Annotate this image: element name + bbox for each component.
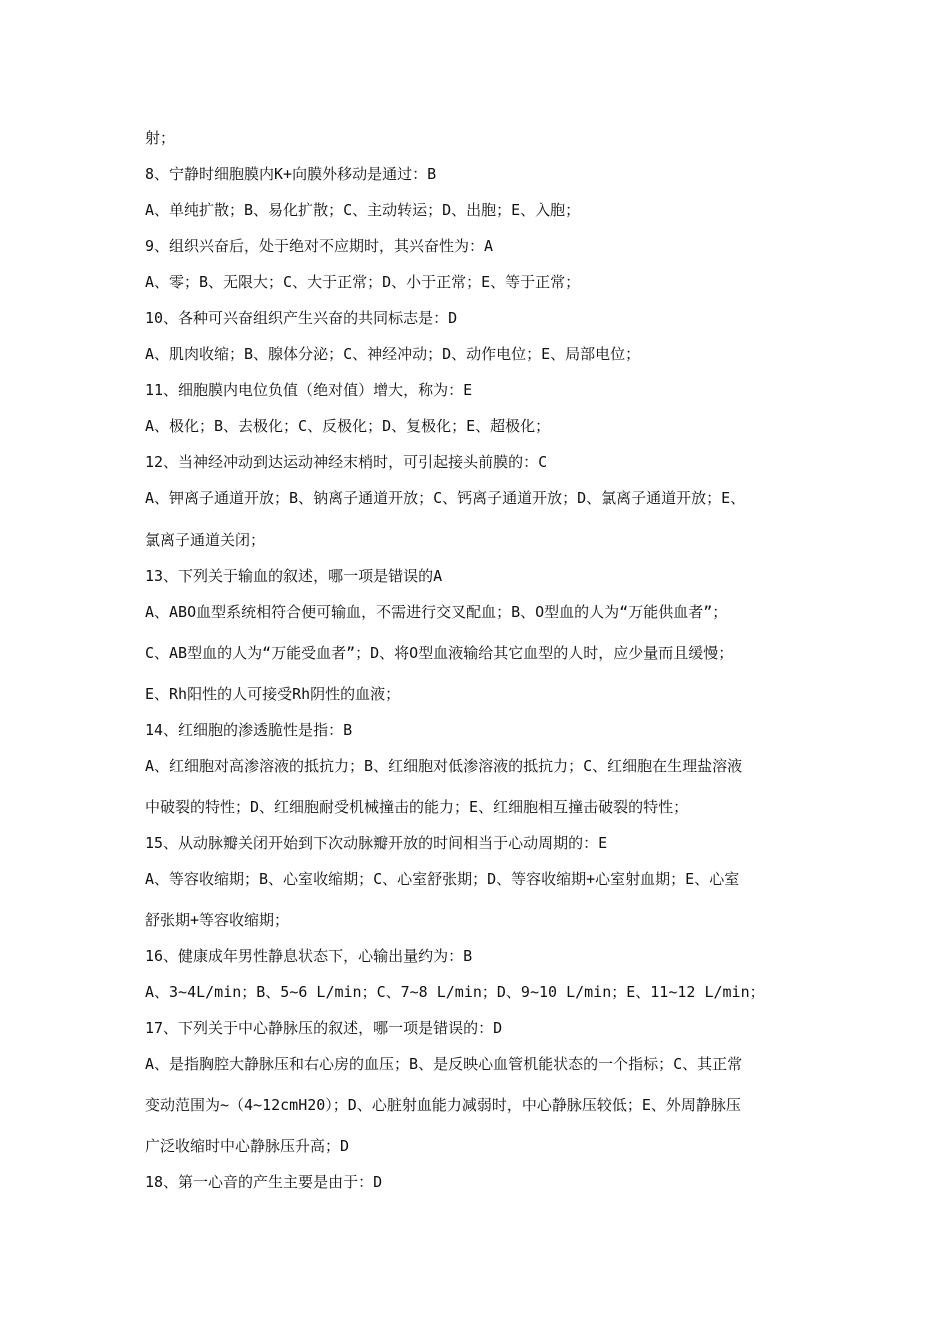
options-line: A、单纯扩散；B、易化扩散；C、主动转运；D、出胞；E、入胞； [145,201,581,219]
options-line: A、ABO血型系统相符合便可输血，不需进行交叉配血；B、O型血的人为“万能供血者”； [145,603,728,621]
options-line: A、是指胸腔大静脉压和右心房的血压；B、是反映心血管机能状态的一个指标；C、其正常 [145,1055,743,1073]
question-line: 16、健康成年男性静息状态下，心输出量约为：B [145,947,473,965]
question-line: 8、宁静时细胞膜内K+向膜外移动是通过：B [145,165,437,183]
question-line: 17、下列关于中心静脉压的叙述，哪一项是错误的：D [145,1019,503,1037]
options-line: C、AB型血的人为“万能受血者”；D、将O型血液输给其它血型的人时，应少量而且缓慢； [145,644,734,662]
question-line: 13、下列关于输血的叙述，哪一项是错误的A [145,567,443,585]
options-line: 中破裂的特性；D、红细胞耐受机械撞击的能力；E、红细胞相互撞击破裂的特性； [145,798,689,816]
question-line: 14、红细胞的渗透脆性是指：B [145,721,353,739]
options-line: A、钾离子通道开放；B、钠离子通道开放；C、钙离子通道开放；D、氯离子通道开放；E、 [145,489,746,507]
question-line: 11、细胞膜内电位负值（绝对值）增大，称为：E [145,381,473,399]
options-line: 变动范围为~（4~12cmH20）；D、心脏射血能力减弱时，中心静脉压较低；E、外周静脉压 [145,1096,741,1114]
options-line: A、等容收缩期；B、心室收缩期；C、心室舒张期；D、等容收缩期+心室射血期；E、心室 [145,870,740,888]
question-line: 12、当神经冲动到达运动神经末梢时，可引起接头前膜的：C [145,453,548,471]
options-line: A、肌肉收缩；B、腺体分泌；C、神经冲动；D、动作电位；E、局部电位； [145,345,641,363]
question-line: 9、组织兴奋后，处于绝对不应期时，其兴奋性为：A [145,237,494,255]
options-line: A、零；B、无限大；C、大于正常；D、小于正常；E、等于正常； [145,273,581,291]
options-line: 舒张期+等容收缩期； [145,911,290,929]
options-line: 氯离子通道关闭； [145,531,266,549]
options-line: A、红细胞对高渗溶液的抵抗力；B、红细胞对低渗溶液的抵抗力；C、红细胞在生理盐溶液 [145,757,743,775]
question-line: 18、第一心音的产生主要是由于：D [145,1173,383,1191]
options-line: E、Rh阳性的人可接受Rh阴性的血液； [145,685,401,703]
options-line: A、极化；B、去极化；C、反极化；D、复极化；E、超极化； [145,417,551,435]
question-line: 10、各种可兴奋组织产生兴奋的共同标志是：D [145,309,458,327]
text-line: 射； [145,129,176,147]
options-line: A、3~4L/min；B、5~6 L/min；C、7~8 L/min；D、9~10 L/min；E、11~12 L/min； [145,983,765,1001]
question-line: 15、从动脉瓣关闭开始到下次动脉瓣开放的时间相当于心动周期的：E [145,834,608,852]
options-line: 广泛收缩时中心静脉压升高；D [145,1137,350,1155]
